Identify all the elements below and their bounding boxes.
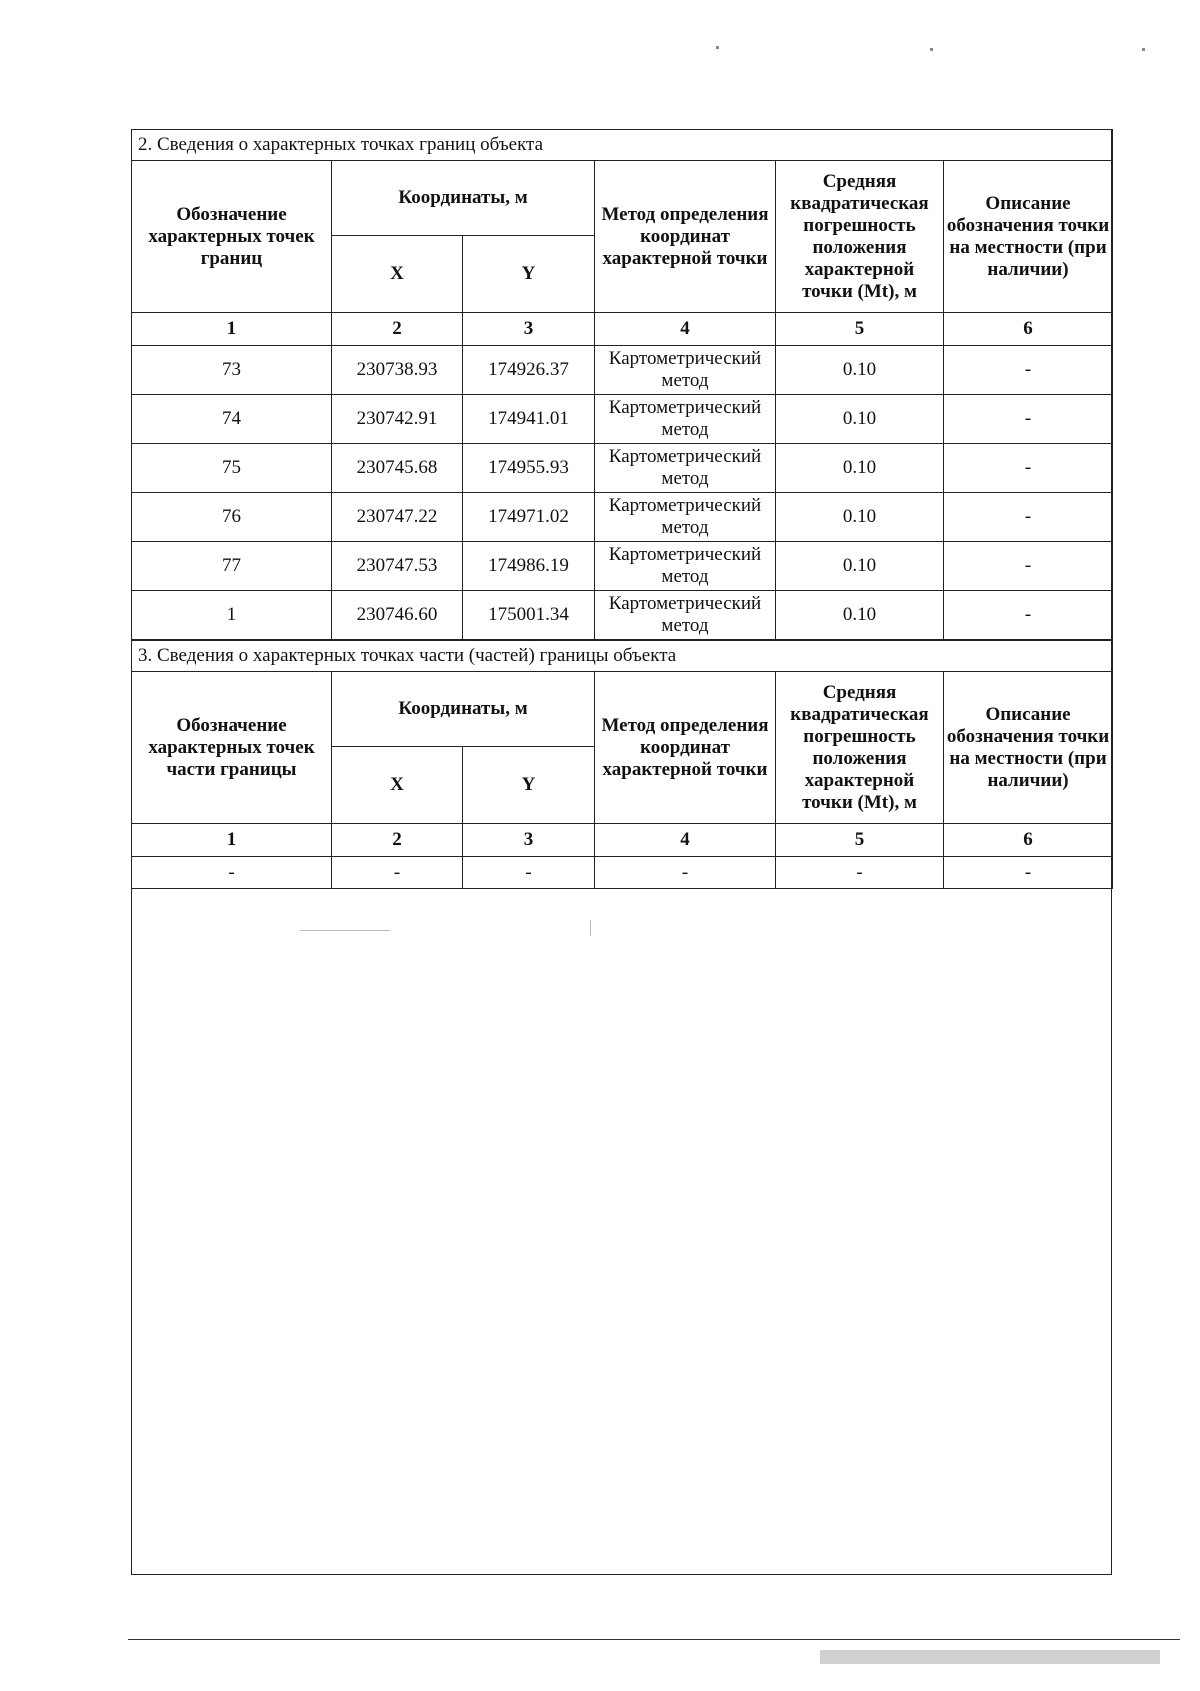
- part-boundary-points-table: [131, 640, 1113, 889]
- cell-error: 0.10: [776, 591, 944, 640]
- header-y: Y: [463, 236, 595, 313]
- cell-y: 174926.37: [463, 346, 595, 395]
- cell-description: -: [944, 346, 1113, 395]
- cell-error: 0.10: [776, 493, 944, 542]
- header-error: Средняя квадратическая погрешность положения характерной точки (Mt), м: [776, 672, 944, 824]
- cell-y: 174941.01: [463, 395, 595, 444]
- header-method: Метод определения координат характерной точки: [595, 672, 776, 824]
- column-number: 1: [132, 313, 332, 346]
- cell-method: Картометрический метод: [595, 444, 776, 493]
- cell-method: Картометрический метод: [595, 542, 776, 591]
- scan-artifact: [1142, 48, 1145, 51]
- cell-x: 230747.53: [332, 542, 463, 591]
- cell-description: -: [944, 542, 1113, 591]
- table-row: [132, 857, 1113, 889]
- cell-y: -: [463, 857, 595, 889]
- cell-error: -: [776, 857, 944, 889]
- column-number: 5: [776, 313, 944, 346]
- column-number: 5: [776, 824, 944, 857]
- column-number: 6: [944, 313, 1113, 346]
- cell-point: 74: [132, 395, 332, 444]
- scan-artifact: [820, 1650, 1160, 1664]
- section-caption: 2. Сведения о характерных точках границ объекта: [132, 130, 1113, 161]
- cell-description: -: [944, 444, 1113, 493]
- cell-x: 230747.22: [332, 493, 463, 542]
- cell-description: -: [944, 395, 1113, 444]
- table-row: [132, 444, 1113, 493]
- cell-method: Картометрический метод: [595, 395, 776, 444]
- table-row: [132, 542, 1113, 591]
- cell-x: 230745.68: [332, 444, 463, 493]
- cell-method: Картометрический метод: [595, 346, 776, 395]
- section-caption: 3. Сведения о характерных точках части (частей) границы объекта: [132, 641, 1113, 672]
- bottom-rule: [128, 1639, 1180, 1640]
- cell-y: 175001.34: [463, 591, 595, 640]
- table-row: [132, 591, 1113, 640]
- column-number: 3: [463, 313, 595, 346]
- header-coords: Координаты, м: [332, 161, 595, 236]
- column-number: 2: [332, 824, 463, 857]
- header-y: Y: [463, 747, 595, 824]
- cell-point: 75: [132, 444, 332, 493]
- cell-point: 73: [132, 346, 332, 395]
- header-method: Метод определения координат характерной точки: [595, 161, 776, 313]
- header-x: X: [332, 236, 463, 313]
- cell-method: Картометрический метод: [595, 493, 776, 542]
- boundary-points-table: [131, 129, 1113, 640]
- cell-description: -: [944, 591, 1113, 640]
- column-number: 1: [132, 824, 332, 857]
- cell-error: 0.10: [776, 346, 944, 395]
- cell-description: -: [944, 857, 1113, 889]
- cell-y: 174955.93: [463, 444, 595, 493]
- header-x: X: [332, 747, 463, 824]
- scan-artifact: [300, 930, 390, 931]
- cell-point: 77: [132, 542, 332, 591]
- cell-x: 230746.60: [332, 591, 463, 640]
- cell-error: 0.10: [776, 542, 944, 591]
- cell-description: -: [944, 493, 1113, 542]
- cell-error: 0.10: [776, 444, 944, 493]
- cell-method: Картометрический метод: [595, 591, 776, 640]
- cell-y: 174971.02: [463, 493, 595, 542]
- cell-error: 0.10: [776, 395, 944, 444]
- column-number: 3: [463, 824, 595, 857]
- scan-artifact: [716, 46, 719, 49]
- scan-artifact: [930, 48, 933, 51]
- table-row: [132, 346, 1113, 395]
- cell-x: -: [332, 857, 463, 889]
- column-number: 4: [595, 313, 776, 346]
- table-row: [132, 493, 1113, 542]
- cell-y: 174986.19: [463, 542, 595, 591]
- scan-artifact: [590, 920, 591, 936]
- cell-x: 230738.93: [332, 346, 463, 395]
- column-number: 2: [332, 313, 463, 346]
- column-number: 4: [595, 824, 776, 857]
- cell-point: 1: [132, 591, 332, 640]
- header-description: Описание обозначения точки на местности (при наличии): [944, 161, 1113, 313]
- cell-x: 230742.91: [332, 395, 463, 444]
- header-point: Обозначение характерных точек границ: [132, 161, 332, 313]
- column-number: 6: [944, 824, 1113, 857]
- cell-method: -: [595, 857, 776, 889]
- header-error: Средняя квадратическая погрешность положения характерной точки (Mt), м: [776, 161, 944, 313]
- cell-point: -: [132, 857, 332, 889]
- table-row: [132, 395, 1113, 444]
- header-point: Обозначение характерных точек части границы: [132, 672, 332, 824]
- header-description: Описание обозначения точки на местности (при наличии): [944, 672, 1113, 824]
- cell-point: 76: [132, 493, 332, 542]
- header-coords: Координаты, м: [332, 672, 595, 747]
